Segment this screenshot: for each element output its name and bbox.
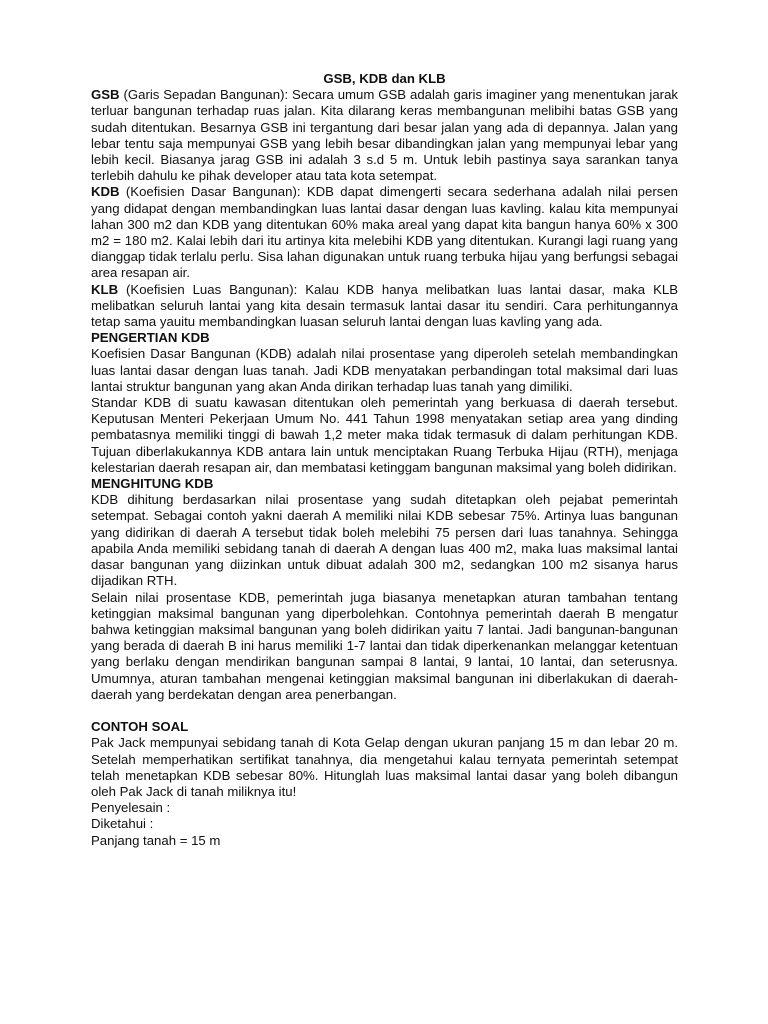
menghitung-heading: MENGHITUNG KDB [91,476,214,492]
pengertian-heading: PENGERTIAN KDB [91,330,210,346]
diketahui-line: Diketahui : [91,816,154,832]
menghitung-paragraph-1: KDB dihitung berdasarkan nilai prosentase yang sudah ditetapkan oleh pejabat pemerintah setempat. Sebagai contoh yakni daerah A memiliki nilai KDB sebesar 75%. Artinya luas bangunan yang didirikan di daerah A tersebut tidak boleh melebihi 75 persen dari luas tanahnya. Sehingga apabila Anda memiliki sebidang tanah di daerah A dengan luas 400 m2, maka luas maksimal lantai dasar bangunan yang diizinkan untuk dibuat adalah 300 m2, sedangkan 100 m2 sisanya harus dijadikan RTH. [91,492,678,589]
gsb-term: GSB [91,87,120,103]
contoh-heading: CONTOH SOAL [91,719,189,735]
kdb-paragraph [91,184,678,281]
blank-line [91,703,678,719]
penyelesaian-line: Penyelesain : [91,800,171,816]
gsb-text: (Garis Sepadan Bangunan): Secara umum GSB adalah garis imaginer yang menentukan jarak terluar bangunan terhadap ruas jalan. Kita dilarang keras membangunan melibihi batas GSB yang sudah ditentukan. Besarnya GSB ini tergantung dari besar jalan yang ada di depannya. Jalan yang lebar tentu saja mempunyai GSB yang lebih besar dibandingkan jalan yang mempunyai lebar yang lebih kecil. Biasanya jarag GSB ini adalah 3 s.d 5 m. Untuk lebih pastinya saya sarankan tanya terlebih dahulu ke pihak developer atau tata kota setempat. [91,87,678,184]
panjang-tanah-line: Panjang tanah = 15 m [91,832,221,848]
menghitung-paragraph-2: Selain nilai prosentase KDB, pemerintah juga biasanya menetapkan aturan tambahan tentang ketinggian maksimal bangunan yang diperbolehkan. Contohnya pemerintah daerah B mengatur bahwa ketinggian maksimal bangunan yang boleh didirikan yaitu 7 lantai. Jadi bangunan-bangunan yang berada di daerah B ini harus memiliki 1-7 lantai dan tidak diperkenankan melanggar ketentuan yang berlaku dengan mendirikan bangunan sampai 8 lantai, 9 lantai, 10 lantai, dan seterusnya. Umumnya, aturan tambahan mengenai ketinggian maksimal bangunan ini diberlakukan di daerah-daerah yang berdekatan dengan area penerbangan. [91,589,678,702]
klb-paragraph [91,282,678,331]
pengertian-paragraph-2: Standar KDB di suatu kawasan ditentukan oleh pemerintah yang berkuasa di daerah tersebut. Keputusan Menteri Pekerjaan Umum No. 441 Tahun 1998 menyatakan setiap area yang dinding pembatasnya memiliki tinggi di bawah 1,2 meter maka tidak termasuk di dalam perhitungan KDB. Tujuan diberlakukannya KDB antara lain untuk menciptakan Ruang Terbuka Hijau (RTH), menjaga kelestarian daerah resapan air, dan membatasi ketinggam bangunan maksimal yang boleh didirikan. [91,395,678,475]
contoh-paragraph: Pak Jack mempunyai sebidang tanah di Kota Gelap dengan ukuran panjang 15 m dan lebar 20 m. Setelah memperhatikan sertifikat tanahnya, dia mengetahui kalau ternyata pemerintah setempat telah menetapkan KDB sebesar 80%. Hitunglah luas maksimal lantai dasar yang boleh dibangun oleh Pak Jack di tanah miliknya itu! [91,735,678,799]
gsb-paragraph [91,87,678,184]
kdb-term: KDB [91,184,120,200]
klb-term: KLB [91,281,119,297]
document-title: GSB, KDB dan KLB [323,71,446,86]
kdb-text: (Koefisien Dasar Bangunan): KDB dapat dimengerti secara sederhana adalah nilai persen yang didapat dengan membandingkan luas lantai dasar dengan luas kavling. kalau kita mempunyai lahan 300 m2 dan KDB yang ditentukan 60% maka areal yang dapat kita bangun hanya 60% x 300 m2 = 180 m2. Kalai lebih dari itu artinya kita melebihi KDB yang ditentukan. Kurangi lagi ruang yang dianggap tidak terlalu perlu. Sisa lahan digunakan untuk ruang terbuka hijau yang berfungsi sebagai area resapan air. [91,184,678,281]
pengertian-paragraph-1: Koefisien Dasar Bangunan (KDB) adalah nilai prosentase yang diperoleh setelah membandingkan luas lantai dasar dengan luas tanah. Jadi KDB menyatakan perbandingan total maksimal dari luas lantai struktur bangunan yang akan Anda dirikan terhadap luas tanah yang dimiliki. [91,346,678,394]
document-page [91,71,678,849]
klb-text: (Koefisien Luas Bangunan): Kalau KDB hanya melibatkan luas lantai dasar, maka KLB melibatkan seluruh lantai yang kita desain termasuk lantai dasar itu sendiri. Cara perhitungannya tetap sama yauitu membandingkan luasan seluruh lantai dengan luas kavling yang ada. [91,281,678,330]
